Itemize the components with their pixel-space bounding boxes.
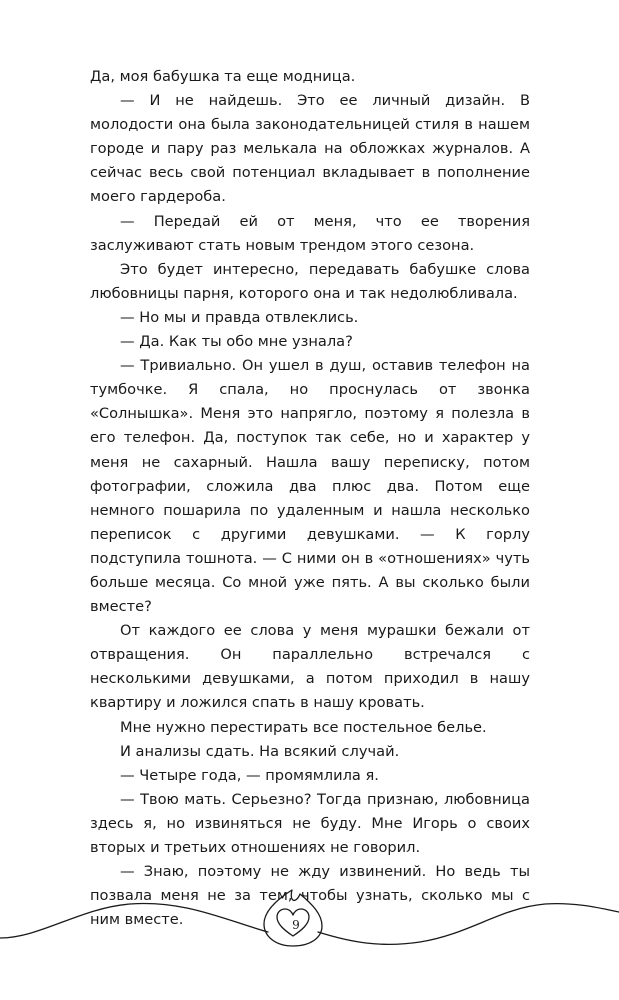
wave-line	[318, 904, 619, 945]
paragraph: — И не найдешь. Это ее личный дизайн. В молодости она была законодательницей стиля в нашем городе и пару раз мелькала на обложках журналов. А сейчас весь свой потенциал вкладывает в пополнение моего гардероба.	[90, 92, 530, 206]
paragraph: — Но мы и правда отвлеклись.	[120, 308, 359, 326]
page-body-text	[90, 65, 530, 932]
paragraph: — Твою мать. Серьезно? Тогда признаю, любовница здесь я, но извиняться не буду. Мне Игорь о своих вторых и третьих отношениях не говорил.	[90, 790, 530, 856]
paragraph: — Передай ей от меня, что ее творения заслуживают стать новым трендом этого сезона.	[90, 212, 530, 254]
paragraph: — Четыре года, — промямлила я.	[120, 766, 379, 784]
wave-flame-ornament	[0, 880, 619, 990]
paragraph: Мне нужно перестирать все постельное белье.	[120, 718, 487, 736]
paragraph: От каждого ее слова у меня мурашки бежали от отвращения. Он параллельно встречался с несколькими девушками, а потом приходил в нашу квартиру и ложился спать в нашу кровать.	[90, 622, 530, 712]
page-number: 9	[292, 918, 300, 932]
paragraph: — Да. Как ты обо мне узнала?	[120, 333, 353, 351]
paragraph: — Тривиально. Он ушел в душ, оставив телефон на тумбочке. Я спала, но проснулась от звонка «Солнышка». Меня это напрягло, поэтому я полезла в его телефон. Да, поступок так себе, но и характер у меня не сахарный. Нашла вашу переписку, потом фотографии, сложила два плюс два. Потом еще немного пошарила по удаленным и нашла несколько переписок с другими девушками. — К горлу подступила тошнота. — С ними он в «отношениях» чуть больше месяца. Со мной уже пять. А вы сколько были вместе?	[90, 357, 530, 616]
paragraph: И анализы сдать. На всякий случай.	[120, 742, 400, 760]
paragraph: — Знаю, поэтому не жду извинений. Но ведь ты позвала меня не за тем, чтобы узнать, сколько мы с ним вместе.	[90, 863, 530, 929]
wave-line	[0, 903, 268, 938]
paragraph: Да, моя бабушка та еще модница.	[90, 68, 356, 85]
paragraph: Это будет интересно, передавать бабушке слова любовницы парня, которого она и так недолюбливала.	[90, 260, 530, 302]
